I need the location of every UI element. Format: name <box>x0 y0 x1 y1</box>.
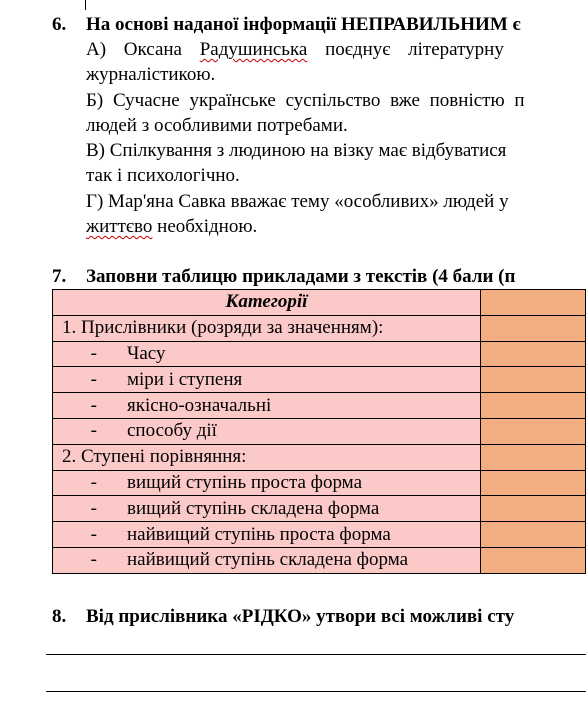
answer-cell[interactable] <box>480 367 585 393</box>
option-v-line2[interactable]: так і психологічно. <box>86 165 240 186</box>
category-cell: - якісно-означальні <box>53 393 481 419</box>
question-heading: Заповни таблицю прикладами з текстів (4 бали (п <box>86 266 516 287</box>
answer-cell[interactable] <box>480 496 585 522</box>
category-cell: - вищий ступінь проста форма <box>53 470 481 496</box>
answer-cell[interactable] <box>480 418 585 444</box>
table-row <box>53 418 586 444</box>
table-row <box>53 496 586 522</box>
table-header-cell: Категорії <box>53 290 481 316</box>
categories-table <box>52 289 586 574</box>
text-cursor <box>85 0 86 10</box>
table-row <box>53 393 586 419</box>
question-heading: На основі наданої інформації НЕПРАВИЛЬНИМ є <box>86 14 521 35</box>
answer-cell[interactable] <box>480 470 585 496</box>
answer-cell[interactable] <box>480 290 585 316</box>
answer-cell[interactable] <box>480 547 585 573</box>
option-b-line2[interactable]: людей з особливими потребами. <box>86 115 348 136</box>
question-number: 8. <box>52 606 67 627</box>
question-number: 7. <box>52 266 67 287</box>
answer-cell[interactable] <box>480 522 585 548</box>
option-a-line2[interactable]: журналістикою. <box>86 64 216 85</box>
category-cell: - вищий ступінь складена форма <box>53 496 481 522</box>
answer-cell[interactable] <box>480 315 585 341</box>
table-row <box>53 341 586 367</box>
answer-line[interactable] <box>46 654 586 655</box>
spell-check-word[interactable]: Радушинська <box>199 39 308 60</box>
category-cell: 1. Прислівники (розряди за значенням): <box>53 315 481 341</box>
option-b-line1[interactable]: Б) Сучасне українське суспільство вже повністю п <box>86 90 525 111</box>
table-row <box>53 444 586 470</box>
table-header-row <box>53 290 586 316</box>
option-v-line1[interactable]: В) Спілкування з людиною на візку має відбуватися <box>86 140 507 161</box>
answer-cell[interactable] <box>480 444 585 470</box>
option-a-line1[interactable]: А) Оксана Радушинська поєднує літературну <box>86 39 504 60</box>
question-number: 6. <box>52 14 67 35</box>
answer-cell[interactable] <box>480 393 585 419</box>
answer-line[interactable] <box>46 691 586 692</box>
table-row <box>53 367 586 393</box>
category-cell: - найвищий ступінь проста форма <box>53 522 481 548</box>
option-g-line1[interactable]: Г) Мар'яна Савка вважає тему «особливих» людей у <box>86 191 509 212</box>
spell-check-word[interactable]: життєво <box>86 216 153 237</box>
question-heading: Від прислівника «РІДКО» утвори всі можливі сту <box>86 606 515 627</box>
category-cell: - міри і ступеня <box>53 367 481 393</box>
answer-cell[interactable] <box>480 341 585 367</box>
table-row <box>53 315 586 341</box>
category-cell: - способу дії <box>53 418 481 444</box>
option-g-line2[interactable]: життєво необхідною. <box>86 216 258 237</box>
table-row <box>53 522 586 548</box>
category-cell: 2. Ступені порівняння: <box>53 444 481 470</box>
category-cell: - найвищий ступінь складена форма <box>53 547 481 573</box>
table-row <box>53 547 586 573</box>
table-row <box>53 470 586 496</box>
category-cell: - Часу <box>53 341 481 367</box>
